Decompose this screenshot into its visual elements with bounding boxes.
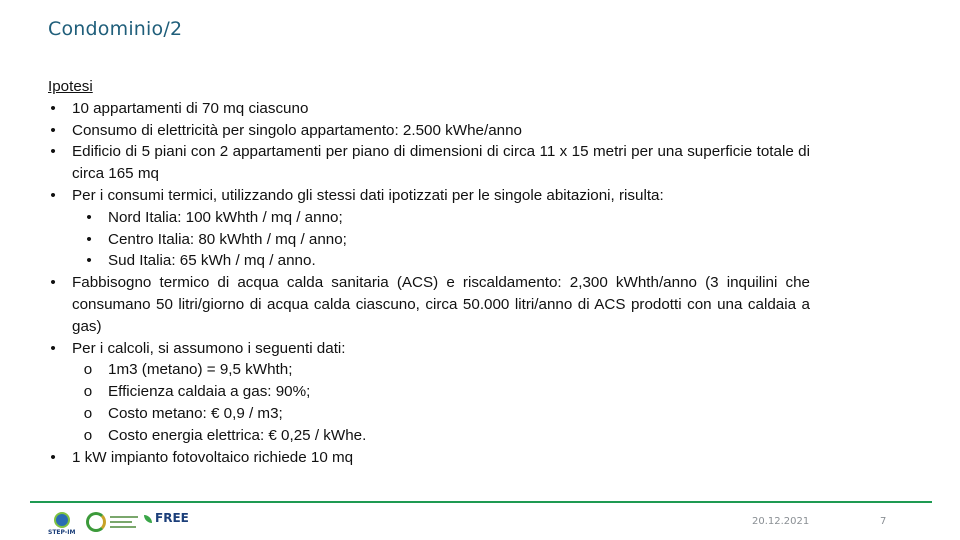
list-item — [48, 98, 810, 120]
step-im-logo-icon — [54, 512, 70, 528]
green-circle-icon — [86, 512, 106, 532]
bullet-marker: • — [50, 99, 56, 117]
step-im-logo-text: STEP-IM — [48, 529, 76, 536]
bullet-marker: • — [50, 186, 56, 204]
bullet-marker: • — [86, 230, 92, 248]
bullet-marker: • — [50, 143, 56, 161]
list-item-text: Fabbisogno termico di acqua calda sanitaria (ACS) e riscaldamento: 2,300 kWhth/anno (3 inquilini che consumano 50 litri/giorno di acqua calda ciascuno, circa 50.000 litri/anno di ACS prodotti con una caldaia a gas) — [72, 274, 810, 335]
sub-item-text: Costo energia elettrica: € 0,25 / kWhe. — [108, 426, 367, 444]
bullet-marker: • — [50, 274, 56, 292]
leaf-icon — [144, 515, 152, 523]
list-item-text: Per i consumi termici, utilizzando gli stessi dati ipotizzati per le singole abitazioni, risulta: — [72, 186, 664, 204]
sub-list-item — [48, 207, 810, 229]
bullet-marker: • — [86, 208, 92, 226]
main-bullet-list-end — [48, 447, 810, 469]
list-item — [48, 338, 810, 360]
sub-item-text: Centro Italia: 80 kWhth / mq / anno; — [108, 230, 347, 248]
sub-item-text: Nord Italia: 100 kWhth / mq / anno; — [108, 208, 343, 226]
main-bullet-list — [48, 98, 810, 207]
sub-item-text: Sud Italia: 65 kWh / mq / anno. — [108, 252, 316, 270]
sub-list-item — [48, 381, 810, 403]
sub-list-item — [48, 359, 810, 381]
list-item — [48, 120, 810, 142]
free-logo-text: FREE — [155, 511, 189, 525]
list-item-text: Per i calcoli, si assumono i seguenti dati: — [72, 339, 346, 357]
list-item — [48, 447, 810, 469]
sub-item-text: Efficienza caldaia a gas: 90%; — [108, 383, 311, 401]
page-number: 7 — [880, 516, 887, 527]
list-item-text: Edificio di 5 piani con 2 appartamenti per piano di dimensioni di circa 11 x 15 metri per una superficie totale di circa 165 mq — [72, 143, 810, 183]
bullet-marker: • — [86, 252, 92, 270]
slide-content — [48, 76, 810, 468]
bullet-marker: • — [50, 448, 56, 466]
section-heading: Ipotesi — [48, 78, 93, 95]
sub-list-item — [48, 425, 810, 447]
main-bullet-list-continued — [48, 272, 810, 359]
thermal-sub-list — [48, 207, 810, 272]
step-im-logo — [48, 510, 78, 538]
sub-list-item — [48, 250, 810, 272]
list-item — [48, 272, 810, 337]
circle-marker: o — [83, 361, 93, 379]
list-item-text: Consumo di elettricità per singolo appartamento: 2.500 kWhe/anno — [72, 121, 522, 139]
calc-sub-list — [48, 359, 810, 446]
sub-list-item — [48, 403, 810, 425]
green-circle-logo — [86, 512, 108, 534]
sub-list-item — [48, 229, 810, 251]
circle-marker: o — [83, 404, 93, 422]
list-item — [48, 185, 810, 207]
slide-title: Condominio/2 — [48, 18, 183, 40]
sub-item-text: 1m3 (metano) = 9,5 kWhth; — [108, 361, 293, 379]
footer-divider — [30, 501, 932, 503]
list-item-text: 1 kW impianto fotovoltaico richiede 10 mq — [72, 448, 354, 466]
sub-item-text: Costo metano: € 0,9 / m3; — [108, 404, 283, 422]
circle-marker: o — [83, 426, 93, 444]
list-item-text: 10 appartamenti di 70 mq ciascuno — [72, 99, 309, 117]
circle-marker: o — [83, 383, 93, 401]
list-item — [48, 141, 810, 185]
logo-lines-icon — [110, 516, 140, 531]
footer-date: 20.12.2021 — [752, 516, 810, 527]
bullet-marker: • — [50, 339, 56, 357]
bullet-marker: • — [50, 121, 56, 139]
